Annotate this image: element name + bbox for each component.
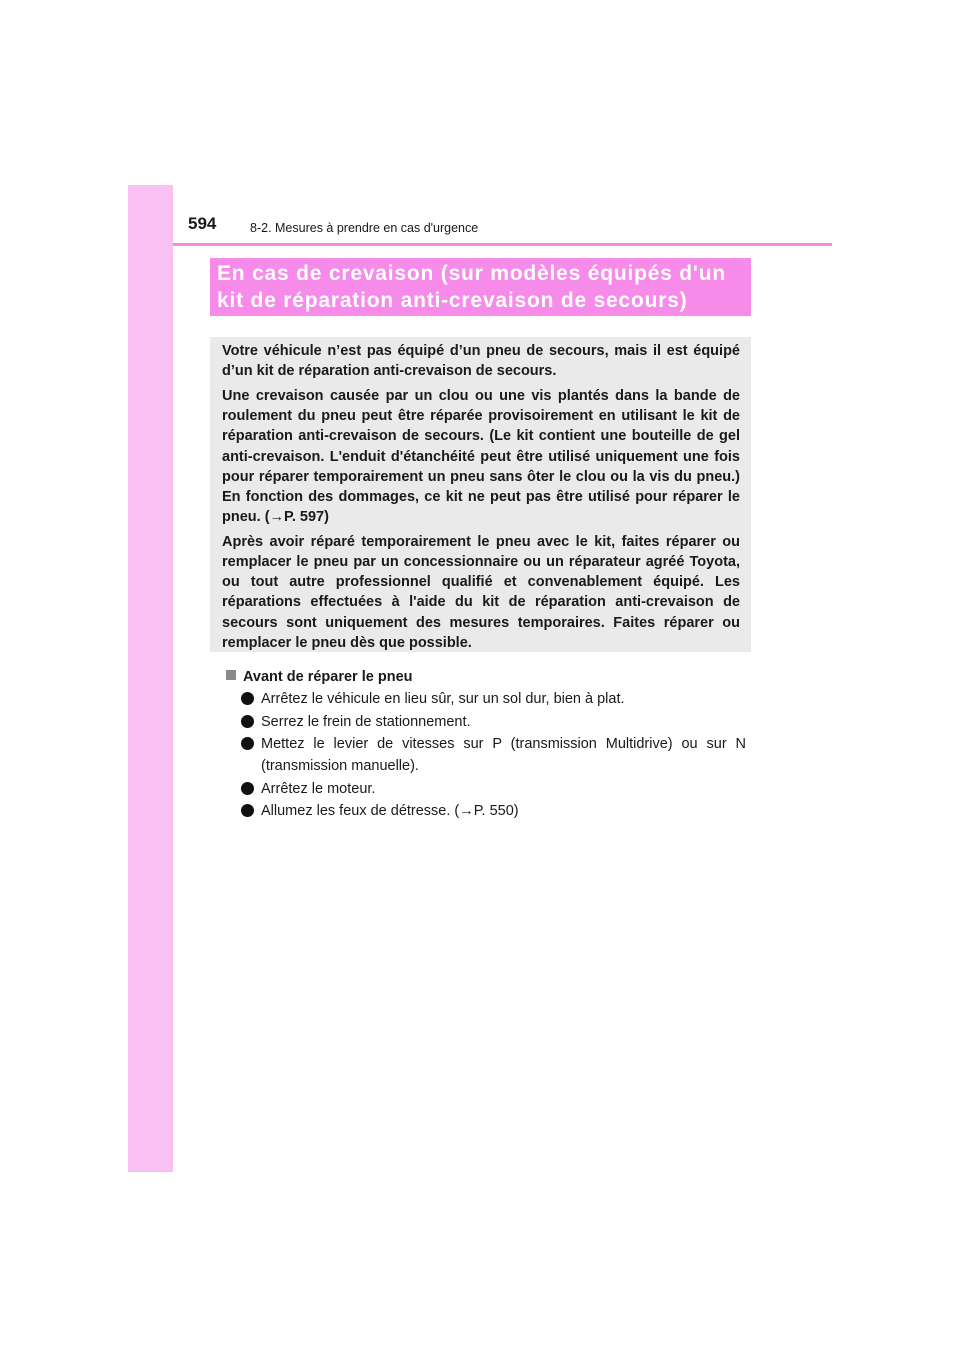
bullet-dot-icon xyxy=(241,715,254,728)
chapter-title: 8-2. Mesures à prendre en cas d'urgence xyxy=(250,221,479,235)
intro-paragraph-3: Après avoir réparé temporairement le pneu avec le kit, faites réparer ou remplacer le pneu par un concessionnaire ou un réparateur agréé Toyota, ou tout autre professionnel qualifié et convenablement équipé. Les réparations effectuées à l'aide du kit de réparation anti-crevaison de secours sont uniquement des mesures temporaires. Faites réparer ou remplacer le pneu dès que possible. xyxy=(222,533,740,651)
square-bullet-icon xyxy=(226,670,236,680)
before-repair-list xyxy=(241,688,746,823)
list-item xyxy=(241,711,746,733)
list-item xyxy=(241,688,746,710)
bullet-dot-icon xyxy=(241,737,254,750)
bullet-dot-icon xyxy=(241,804,254,817)
list-item-text: Serrez le frein de stationnement. xyxy=(261,713,471,730)
list-item-text: Arrêtez le véhicule en lieu sûr, sur un sol dur, bien à plat. xyxy=(261,691,625,707)
list-item-text: Allumez les feux de détresse. (→P. 550) xyxy=(261,803,519,819)
page-number: 594 xyxy=(188,214,217,233)
list-item xyxy=(241,778,746,800)
intro-box xyxy=(210,337,751,652)
sub-heading xyxy=(226,667,413,687)
list-item-text: Arrêtez le moteur. xyxy=(261,780,376,797)
bullet-dot-icon xyxy=(241,692,254,705)
sub-heading-text: Avant de réparer le pneu xyxy=(243,669,413,685)
list-item xyxy=(241,800,746,822)
section-title-line-1: En cas de crevaison (sur modèles équipés d'un xyxy=(217,262,726,285)
chapter-side-band xyxy=(128,185,173,1172)
section-title-banner xyxy=(210,258,751,316)
bullet-dot-icon xyxy=(241,782,254,795)
header-divider xyxy=(173,243,832,246)
intro-paragraph-1: Votre véhicule n’est pas équipé d’un pneu de secours, mais il est équipé d’un kit de réparation anti-crevaison de secours. xyxy=(222,343,740,380)
list-item xyxy=(241,733,746,777)
list-item-text: Mettez le levier de vitesses sur P (transmission Multidrive) ou sur N (transmission manuelle). xyxy=(261,736,746,774)
section-title-line-2: kit de réparation anti-crevaison de secours) xyxy=(217,289,688,312)
intro-paragraph-2: Une crevaison causée par un clou ou une vis plantés dans la bande de roulement du pneu peut être réparée provisoirement en utilisant le kit de réparation anti-crevaison de secours. (Le kit contient une bouteille de gel anti-crevaison. L'enduit d'étanchéité peut être utilisé uniquement une fois pour réparer temporairement un pneu sans ôter le clou ou la vis du pneu.) En fonction des dommages, ce kit ne peut pas être utilisé pour réparer le pneu. (→P. 597) xyxy=(222,387,740,526)
